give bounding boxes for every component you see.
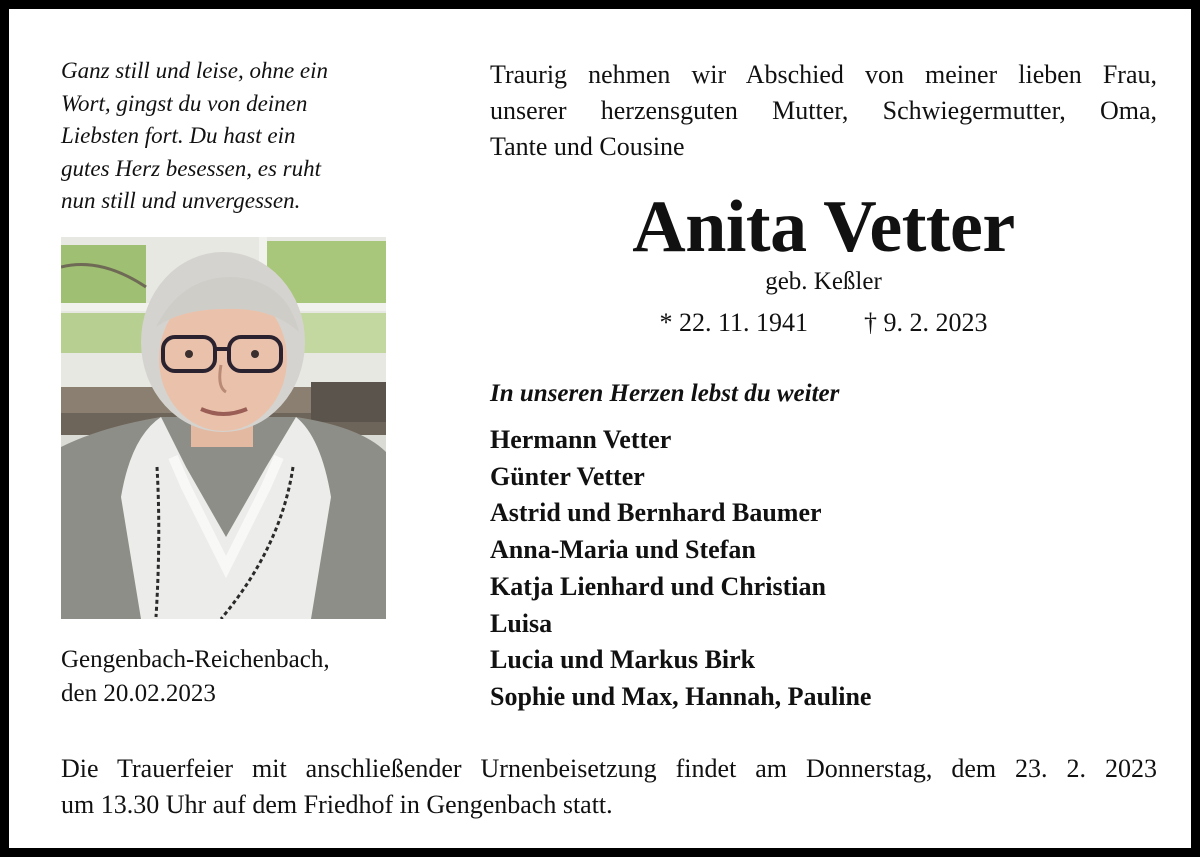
- intro-text: [490, 57, 1157, 165]
- place-and-date: [61, 643, 330, 711]
- mourner-name: Astrid und Bernhard Baumer: [490, 498, 822, 528]
- service-notice: [61, 751, 1157, 823]
- maiden-name: geb. Keßler: [765, 268, 882, 295]
- mourner-name: Sophie und Max, Hannah, Pauline: [490, 681, 872, 711]
- poem-line: Wort, gingst du von deinen: [61, 90, 308, 116]
- service-line: Die Trauerfeier mit anschließender Urnenbeisetzung findet am Donnerstag, dem 23. 2. 2023: [61, 754, 1157, 783]
- mourner-name: Günter Vetter: [490, 461, 645, 491]
- intro-line: unserer herzensguten Mutter, Schwiegermutter, Oma,: [490, 96, 1157, 125]
- life-dates: [490, 306, 1157, 340]
- deceased-name: Anita Vetter: [632, 186, 1015, 268]
- mourner-list: [490, 422, 871, 716]
- place-date: den 20.02.2023: [61, 680, 216, 707]
- poem: [61, 55, 391, 218]
- mourner-name: Katja Lienhard und Christian: [490, 571, 826, 601]
- intro-line: Traurig nehmen wir Abschied von meiner lieben Frau,: [490, 60, 1157, 89]
- poem-line: gutes Herz besessen, es ruht: [61, 155, 321, 181]
- poem-line: nun still und unvergessen.: [61, 188, 301, 213]
- service-line: um 13.30 Uhr auf dem Friedhof in Gengenbach statt.: [61, 790, 613, 819]
- mourner-name: Hermann Vetter: [490, 425, 672, 454]
- place-town: Gengenbach-Reichenbach,: [61, 646, 330, 673]
- poem-line: Liebsten fort. Du hast ein: [61, 123, 296, 148]
- portrait-photo: [61, 237, 386, 619]
- intro-line: Tante und Cousine: [490, 132, 685, 161]
- mourner-name: Lucia und Markus Birk: [490, 645, 756, 675]
- death-date: † 9. 2. 2023: [864, 308, 988, 337]
- poem-line: Ganz still und leise, ohne ein: [61, 58, 329, 83]
- mourner-name: Luisa: [490, 608, 553, 638]
- birth-date: * 22. 11. 1941: [659, 308, 809, 337]
- mourner-name: Anna-Maria und Stefan: [490, 535, 756, 565]
- motto: In unseren Herzen lebst du weiter: [490, 380, 840, 407]
